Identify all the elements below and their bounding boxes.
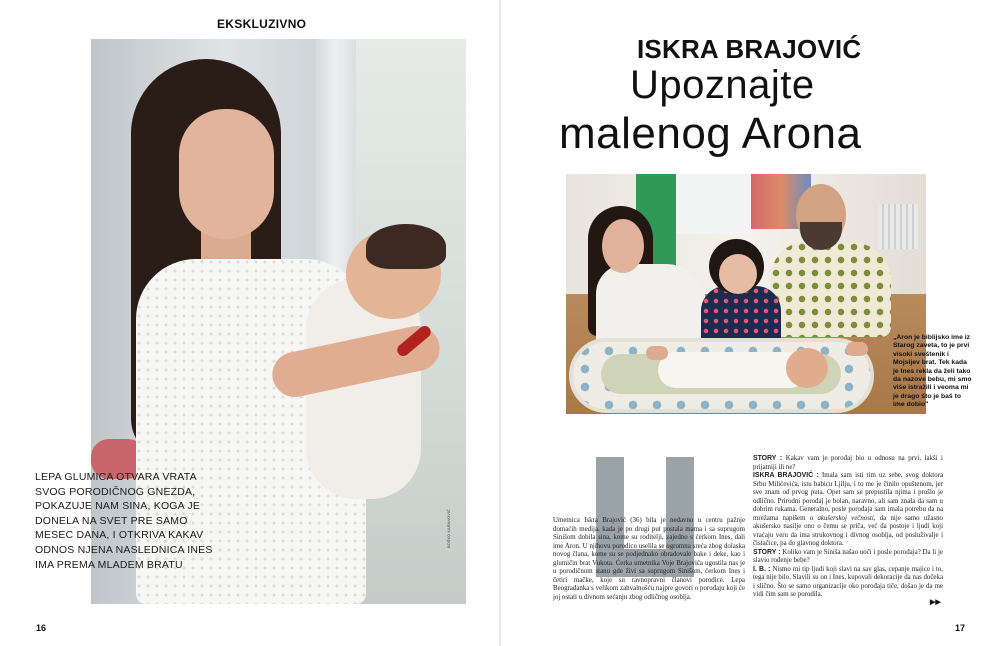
subject-name: ISKRA BRAJOVIĆ xyxy=(637,34,862,64)
answer-1-text-b: , da nije samo užasno akušersko nasilje ono o čemu se priča, već da postoje i ljudi koji vraćaju veru da ima strukovnog i divnog osoblja, od posluživalje i čistačice, pa do glavnog doktora. xyxy=(753,514,943,547)
article-body-column-2 xyxy=(753,455,943,600)
page-number-left: 16 xyxy=(36,623,47,633)
answer-2-text: Nismo mi tip ljudi koji slavi na sav glas, cepanje majice i to, tega nije bilo. Slavili su on i Ines, kupovali dekoracije da nas dočeka i slično. Što se samo organizacije oko porođaja tiče, došao je da me vidi čim sam se porodila. xyxy=(753,565,943,598)
page-number-right: 17 xyxy=(955,623,966,633)
question-2-text: Koliko vam je Siniša našao uoči i posle porođaja? Da li je slavio rođenje bebe? xyxy=(753,548,943,564)
section-label: EKSKLUZIVNO xyxy=(217,17,307,31)
lede-text: LEPA GLUMICA OTVARA VRATA SVOG PORODIČNOG GNEZDA, POKAZUJE NAM SINA, KOGA JE DONELA NA SVET PRE SAMO MESEC DANA, I OTKRIVA KAKAV ODNOS NJENA NASLEDNICA INES IMA PREMA MLADEM BRATU xyxy=(35,471,213,571)
answer-1-italic: akušerskoj večnosti xyxy=(817,514,874,522)
answer-1-label: ISKRA BRAJOVIĆ : xyxy=(753,472,819,479)
answer-1 xyxy=(753,472,943,549)
question-2-label: STORY : xyxy=(753,548,781,556)
question-1 xyxy=(753,455,943,472)
headline-line-1: Upoznajte xyxy=(630,63,815,107)
question-1-label: STORY : xyxy=(753,455,783,462)
answer-2-label: I. B. : xyxy=(753,565,771,573)
question-2 xyxy=(753,549,943,566)
family-photo xyxy=(566,174,926,414)
answer-1-text-a: Imala sam isti tim uz sebe, svog doktora Srbu Milićevića, istu babicu Ljilju, i to me je činilo opuštenom, jer sve znam od prvog puta. Opet sam se prepustila njima i prošlo je odlično. Prirodni porođaj je bolan, naravno, ali sam znala da sam u dobrim rukama. Generalno, posle porođaja sam imala potrebu da na mrežama napišem o xyxy=(753,472,944,522)
article-body-column-1: Umetnica Iskra Brajović (36) bila je nedavno u centru pažnje domaćih medija, kada je po drugi put postala mama i sa suprugom Sinišom dobila sina, kome su roditelji, zajedno s ćerkom Ines, dali ime Aron. U njihovu porodicu uselila se ogromna sreća zbog dolaska novog člana, kome su se podjednako obradovale bake i deke, kao i glumičin brat Vukota. Ćerka umetnika Voje Brajovića ugostila nas je u porodičnom stanu gde živi sa suprugom Sinišom, ćerkom Ines i četiri mačke, koje su ravnopravni članovi porodice. Lepa Beograđanka s velikom zahvalnošću najpre govori o porođaju koji će joj ostati u divnom sećanju zbog odličnog osoblja. xyxy=(553,517,745,601)
answer-2 xyxy=(753,566,943,600)
page-gutter xyxy=(499,0,501,646)
photo-credit: BOŠKO KARANOVIĆ xyxy=(446,509,451,548)
continue-arrow-icon: ▶▶ xyxy=(930,599,941,606)
pull-quote: „Aron je biblijsko ime iz Starog zaveta, to je prvi visoki sveštenik i Mojsijev brat. Tek kada je Ines rekla da želi tako da nazove bebu, mi smo više istražili i veoma mi je drago što je baš to ime dobio" xyxy=(893,334,972,409)
headline-line-2: malenog Arona xyxy=(559,109,862,158)
question-1-text: Kakav vam je porođaj bio u odnosu na prvi, lakši i prijatniji ili ne? xyxy=(753,455,943,471)
